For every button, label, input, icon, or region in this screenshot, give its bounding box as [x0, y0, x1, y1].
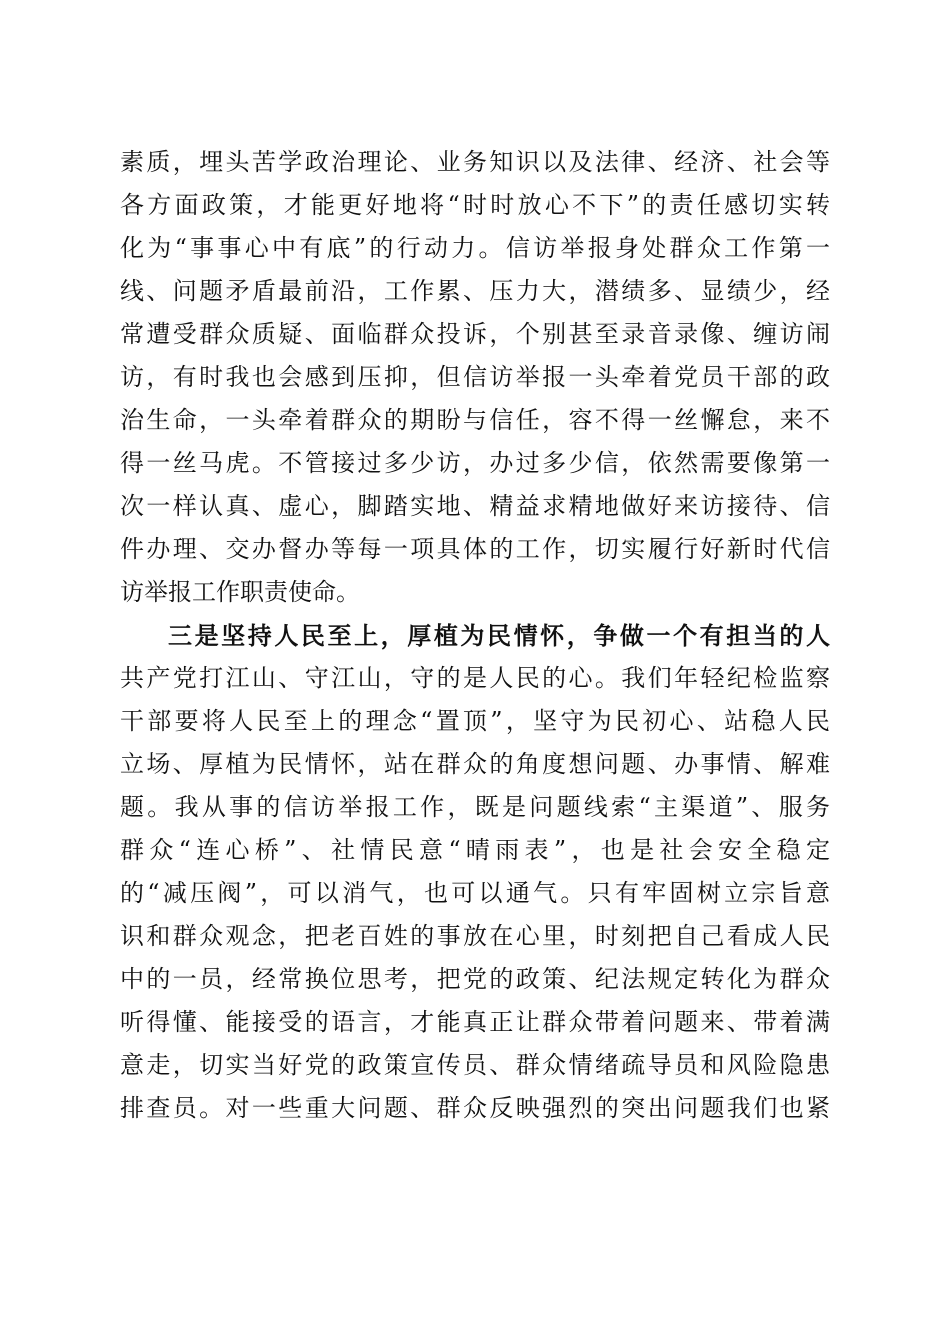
text-line: 次一样认真、虚心，脚踏实地、精益求精地做好来访接待、信 — [120, 492, 830, 520]
text-line: 中的一员，经常换位思考，把党的政策、纪法规定转化为群众 — [120, 965, 830, 993]
text-line: 各方面政策，才能更好地将“时时放心不下”的责任感切实转 — [120, 191, 830, 219]
text-line: 化为“事事心中有底”的行动力。信访举报身处群众工作第一 — [120, 234, 830, 262]
text-line: 得一丝马虎。不管接过多少访，办过多少信，依然需要像第一 — [120, 449, 830, 477]
text-line: 治生命，一头牵着群众的期盼与信任，容不得一丝懈怠，来不 — [120, 406, 830, 434]
section-heading: 三是坚持人民至上，厚植为民情怀，争做一个有担当的人 — [168, 621, 830, 650]
text-line: 识和群众观念，把老百姓的事放在心里，时刻把自己看成人民 — [120, 922, 830, 950]
text-line: 常遭受群众质疑、面临群众投诉，个别甚至录音录像、缠访闹 — [120, 320, 830, 348]
text-line: 意走，切实当好党的政策宣传员、群众情绪疏导员和风险隐患 — [120, 1051, 830, 1079]
text-line: 访，有时我也会感到压抑，但信访举报一头牵着党员干部的政 — [120, 363, 830, 391]
text-line: 素质，埋头苦学政治理论、业务知识以及法律、经济、社会等 — [120, 148, 830, 176]
text-line: 件办理、交办督办等每一项具体的工作，切实履行好新时代信 — [120, 535, 830, 563]
text-line: 的“减压阀”，可以消气，也可以通气。只有牢固树立宗旨意 — [120, 879, 830, 907]
text-line: 题。我从事的信访举报工作，既是问题线索“主渠道”、服务 — [120, 793, 830, 821]
paragraph-end-line: 访举报工作职责使命。 — [120, 578, 360, 606]
text-line: 排查员。对一些重大问题、群众反映强烈的突出问题我们也紧 — [120, 1094, 830, 1122]
text-line: 听得懂、能接受的语言，才能真正让群众带着问题来、带着满 — [120, 1008, 830, 1036]
text-line: 立场、厚植为民情怀，站在群众的角度想问题、办事情、解难 — [120, 750, 830, 778]
text-line: 干部要将人民至上的理念“置顶”，坚守为民初心、站稳人民 — [120, 707, 830, 735]
text-line: 群众“连心桥”、社情民意“晴雨表”，也是社会安全稳定 — [120, 836, 830, 864]
text-line: 共产党打江山、守江山，守的是人民的心。我们年轻纪检监察 — [120, 664, 830, 692]
text-line: 线、问题矛盾最前沿，工作累、压力大，潜绩多、显绩少，经 — [120, 277, 830, 305]
document-body — [120, 141, 830, 1130]
